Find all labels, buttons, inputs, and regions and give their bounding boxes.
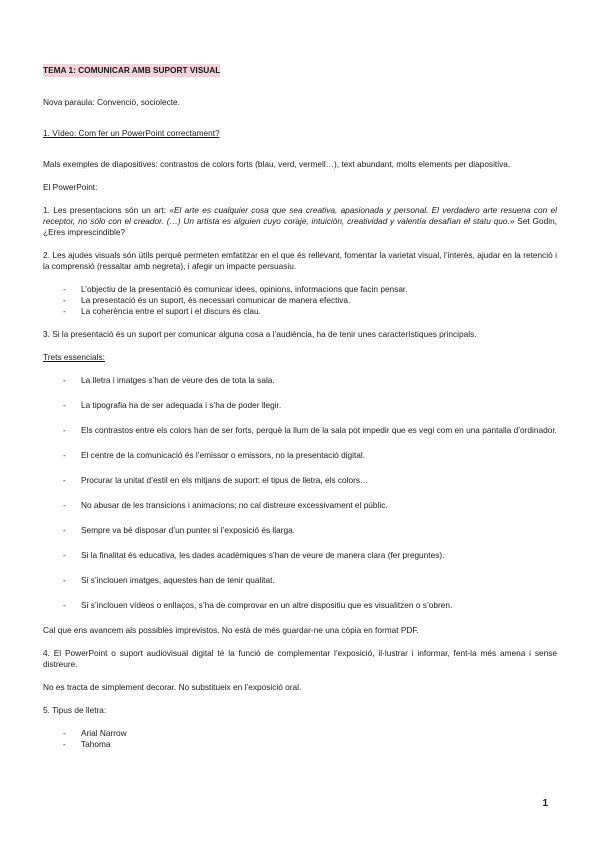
powerpoint-label: El PowerPoint: [43, 182, 98, 192]
paragraph-2: 2. Les ajudes visuals són útils perquè permeten emfatitzar en el que és rellevant, fomentar la varietat visual, l’interès, ajudar en la retenció i la comprensió (ressaltar amb negreta), i afegir un impacte persuasiu. [43, 250, 557, 271]
page-content [43, 64, 557, 750]
dash-bullet: - [63, 728, 66, 738]
list-item: - La coherència entre el suport i el discurs és clau. [63, 306, 261, 316]
goals-list [43, 284, 557, 317]
list-item: - Si la finalitat és educativa, les dades acadèmiques s’han de veure de manera clara (fer preguntes). [63, 550, 445, 560]
list-item: - Si s’inclouen imatges, aquestes han de tenir qualitat. [63, 575, 275, 585]
paragraph-3: 3. Si la presentació és un suport per comunicar alguna cosa a l’audiència, ha de tenir unes característiques principals. [43, 329, 477, 339]
list-item: - Procurar la unitat d’estil en els mitjans de suport: el tipus de lletra, els colors… [63, 475, 369, 485]
list-item: - Tahoma [63, 739, 111, 749]
list-item: - No abusar de les transicions i animacions; no cal distreure excessivament el públic. [63, 500, 388, 510]
dash-bullet: - [63, 450, 66, 460]
dash-bullet: - [63, 295, 66, 305]
dash-bullet: - [63, 550, 66, 560]
dash-bullet: - [63, 306, 66, 316]
dash-bullet: - [63, 425, 66, 435]
dash-bullet: - [63, 375, 66, 385]
video-heading: 1. Vídeo: Com fer un PowerPoint correctament? [43, 128, 220, 138]
dash-bullet: - [63, 600, 66, 610]
doc-title: TEMA 1: COMUNICAR AMB SUPORT VISUAL [43, 65, 221, 75]
anticipate-note: Cal que ens avancem als possibles imprevistos. No està de més guardar-ne una còpia en format PDF. [43, 625, 419, 635]
dash-bullet: - [63, 575, 66, 585]
paragraph-1 [43, 205, 557, 238]
dash-bullet: - [63, 525, 66, 535]
paragraph-4: 4. El PowerPoint o suport audiovisual digital té la funció de complementar l’exposició, il·lustrar i informar, fent-la més amena i sense distreure. [43, 648, 557, 669]
new-words: Nova paraula: Convenció, sociolecte. [43, 97, 180, 107]
fonts-list [43, 728, 557, 750]
fonts-heading: 5. Tipus de lletra: [43, 705, 107, 715]
dash-bullet: - [63, 400, 66, 410]
traits-list [43, 375, 557, 611]
list-item: - La tipografia ha de ser adequada i s’ha de poder llegir. [63, 400, 282, 410]
paragraph-1-tail: » Set Godin, ¿Eres imprescindible? [43, 216, 557, 237]
list-item: - Arial Narrow [63, 728, 127, 738]
dash-bullet: - [63, 500, 66, 510]
paragraph-1-lead: 1. Les presentacions són un art: « [43, 205, 174, 215]
godin-quote: El arte es cualquier cosa que sea creativa, apasionada y personal. El verdadero arte resuena con el receptor, no sólo con el creador. (…) Un artista es alguien cuyo coraje, intuición, creatividad y valentía desafían el statu quo. [43, 205, 557, 226]
traits-heading: Trets essencials: [43, 352, 105, 362]
list-item: - Si s’inclouen vídeos o enllaços, s’ha de comprovar en un altre dispositiu que es visualitzen o s’obren. [63, 600, 453, 610]
list-item: - L’objectiu de la presentació és comunicar idees, opinions, informacions que facin pensar. [63, 284, 408, 294]
list-item: - Els contrastos entre els colors han de ser forts, perquè la llum de la sala pot impedir que es vegi com en una pantalla d’ordinador. [63, 425, 557, 435]
list-item: - La presentació és un suport, és necessari comunicar de manera efectiva. [63, 295, 351, 305]
dash-bullet: - [63, 475, 66, 485]
list-item: - El centre de la comunicació és l’emissor o emissors, no la presentació digital. [63, 450, 366, 460]
list-item: - La lletra i imatges s’han de veure des de tota la sala. [63, 375, 275, 385]
list-item: - Sempre va bé disposar d’un punter si l’exposició és llarga. [63, 525, 295, 535]
page-number: 1 [542, 798, 548, 809]
dash-bullet: - [63, 284, 66, 294]
not-decor-note: No es tracta de simplement decorar. No substitueix en l’exposició oral. [43, 682, 302, 692]
bad-examples: Mals exemples de diapositives: contrastos de colors forts (blau, verd, vermell…), text abundant, molts elements per diapositiva. [43, 159, 511, 169]
dash-bullet: - [63, 739, 66, 749]
